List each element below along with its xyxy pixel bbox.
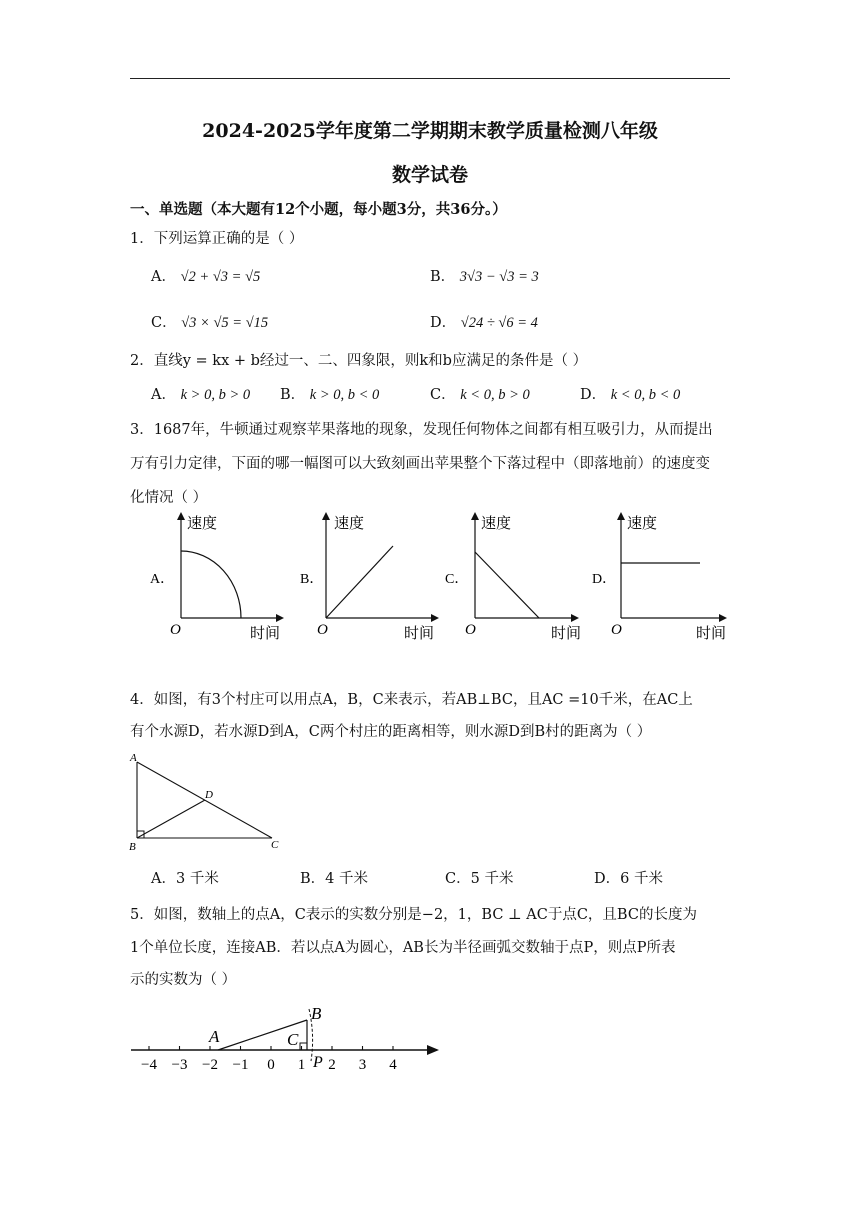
q4-option-c-label: C．	[445, 871, 471, 887]
q1-option-b-label: B．	[430, 269, 456, 285]
q2-option-b-expr: k > 0, b < 0	[309, 387, 380, 403]
q3-graph-b-line	[326, 546, 393, 618]
q3-graph-a-xlabel: 时间	[250, 624, 281, 642]
q1-option-c-label: C．	[151, 315, 177, 331]
q3-graph-d-ylabel: 速度	[627, 514, 658, 532]
q1-option-c[interactable]	[151, 311, 268, 332]
q5-point-b: B	[311, 1004, 322, 1023]
q4-option-d[interactable]	[594, 867, 663, 888]
q3-graph-a	[150, 514, 280, 642]
q3-graph-a-origin: O	[170, 622, 181, 638]
q3-line1: 3．1687年，牛顿通过观察苹果落地的现象，发现任何物体之间都有相互吸引力，从而提出	[130, 422, 713, 438]
q4-point-c: C	[271, 839, 279, 851]
q3-option-d-label: D．	[592, 572, 617, 587]
q1-option-b-expr: 3√3 − √3 = 3	[459, 269, 539, 285]
q2-option-c[interactable]	[430, 383, 530, 404]
q1-option-a[interactable]	[151, 265, 260, 286]
q4-line1: 4．如图，有3个村庄可以用点A，B，C来表示，若AB⊥BC，且AC =10千米，在AC上	[130, 692, 693, 708]
q2-option-d-expr: k < 0, b < 0	[610, 387, 681, 403]
q4-point-a: A	[130, 752, 137, 764]
q3-graphs	[130, 508, 740, 648]
q4-option-c-text: 5 千米	[470, 871, 514, 887]
q3-graph-d-origin: O	[611, 622, 622, 638]
q3-line3: 化情况（ ）	[130, 490, 208, 506]
exam-subtitle: 数学试卷	[391, 164, 468, 186]
q3-graph-b	[300, 514, 435, 642]
q3-option-c-label: C．	[445, 572, 469, 587]
q3-line2: 万有引力定律，下面的哪一幅图可以大致刻画出苹果整个下落过程中（即落地前）的速度变	[130, 456, 710, 472]
q3-graph-d-xlabel: 时间	[696, 624, 727, 642]
q5-tick-label: 2	[328, 1057, 336, 1073]
q3-graph-b-xlabel: 时间	[404, 624, 435, 642]
q2-option-a[interactable]	[151, 383, 250, 404]
q2-option-c-label: C．	[430, 387, 456, 403]
q4-figure	[125, 748, 295, 856]
header-rule	[130, 78, 730, 79]
q3-graph-c-ylabel: 速度	[481, 514, 512, 532]
q3-graph-d	[592, 514, 726, 642]
q2-stem: 2．直线y = kx + b经过一、二、四象限，则k和b应满足的条件是（ ）	[130, 353, 588, 369]
q5-tick-label: 0	[267, 1057, 275, 1073]
q5-tick-label: 4	[389, 1057, 397, 1073]
q3-graph-c-origin: O	[465, 622, 476, 638]
q5-tick-label: −2	[202, 1057, 218, 1073]
q1-option-d-expr: √24 ÷ √6 = 4	[460, 315, 538, 331]
q4-option-b-label: B．	[300, 871, 326, 887]
q5-point-c: C	[287, 1030, 299, 1049]
q2-option-b-label: B．	[280, 387, 306, 403]
q4-option-d-label: D．	[594, 871, 621, 887]
q3-graph-a-ylabel: 速度	[187, 514, 218, 532]
q5-point-p: P	[313, 1054, 323, 1071]
exam-title: 2024-2025学年度第二学期期末教学质量检测八年级	[202, 120, 658, 142]
q2-option-d[interactable]	[580, 383, 680, 404]
q3-option-b-label: B．	[300, 572, 324, 587]
q1-stem: 1．下列运算正确的是（ ）	[130, 231, 304, 247]
q5-line2: 1个单位长度，连接AB．若以点A为圆心，AB长为半径画弧交数轴于点P，则点P所表	[130, 940, 676, 956]
q4-option-b-text: 4 千米	[325, 871, 368, 887]
q1-option-d-label: D．	[430, 315, 457, 331]
q1-option-a-label: A．	[151, 269, 176, 285]
q3-graph-c	[445, 514, 581, 642]
q5-tick-label: 3	[358, 1057, 367, 1073]
q4-line2: 有个水源D，若水源D到A，C两个村庄的距离相等，则水源D到B村的距离为（ ）	[130, 724, 652, 740]
q3-option-a-label: A．	[150, 572, 175, 587]
q4-option-c[interactable]	[445, 867, 513, 888]
q5-tick-label: −1	[232, 1057, 249, 1073]
q5-tick-label: −4	[141, 1057, 157, 1073]
q5-number-line-figure	[125, 995, 445, 1075]
q3-graph-c-xlabel: 时间	[551, 624, 582, 642]
q2-option-a-expr: k > 0, b > 0	[180, 387, 251, 403]
q4-point-b: B	[129, 841, 136, 853]
q4-option-b[interactable]	[300, 867, 368, 888]
q2-option-b[interactable]	[280, 383, 379, 404]
q2-option-d-label: D．	[580, 387, 607, 403]
q5-line3: 示的实数为（ ）	[130, 972, 237, 988]
q5-tick-label: −3	[171, 1057, 188, 1073]
q4-option-a-label: A．	[151, 871, 176, 887]
q2-option-c-expr: k < 0, b > 0	[460, 387, 530, 403]
q4-option-a[interactable]	[151, 867, 219, 888]
section-title: 一、单选题（本大题有12个小题，每小题3分，共36分。）	[130, 201, 507, 218]
q1-option-c-expr: √3 × √5 = √15	[181, 315, 269, 331]
q5-tick-label: 1	[297, 1057, 306, 1073]
q3-graph-b-origin: O	[317, 622, 328, 638]
q1-option-d[interactable]	[430, 311, 538, 332]
q1-option-b[interactable]	[430, 265, 539, 286]
q1-option-a-expr: √2 + √3 = √5	[180, 269, 261, 285]
q3-graph-a-curve	[181, 551, 241, 618]
q4-point-d: D	[205, 789, 213, 801]
q4-option-a-text: 3 千米	[175, 871, 219, 887]
q3-graph-c-line	[475, 552, 539, 618]
q4-segment-bd	[137, 800, 205, 838]
q3-graph-b-ylabel: 速度	[334, 514, 365, 532]
q2-option-a-label: A．	[151, 387, 176, 403]
q4-option-d-text: 6 千米	[620, 871, 663, 887]
q5-point-a: A	[209, 1027, 220, 1046]
q5-line1: 5．如图，数轴上的点A，C表示的实数分别是−2，1，BC ⊥ AC于点C，且BC的长度为	[130, 907, 697, 923]
